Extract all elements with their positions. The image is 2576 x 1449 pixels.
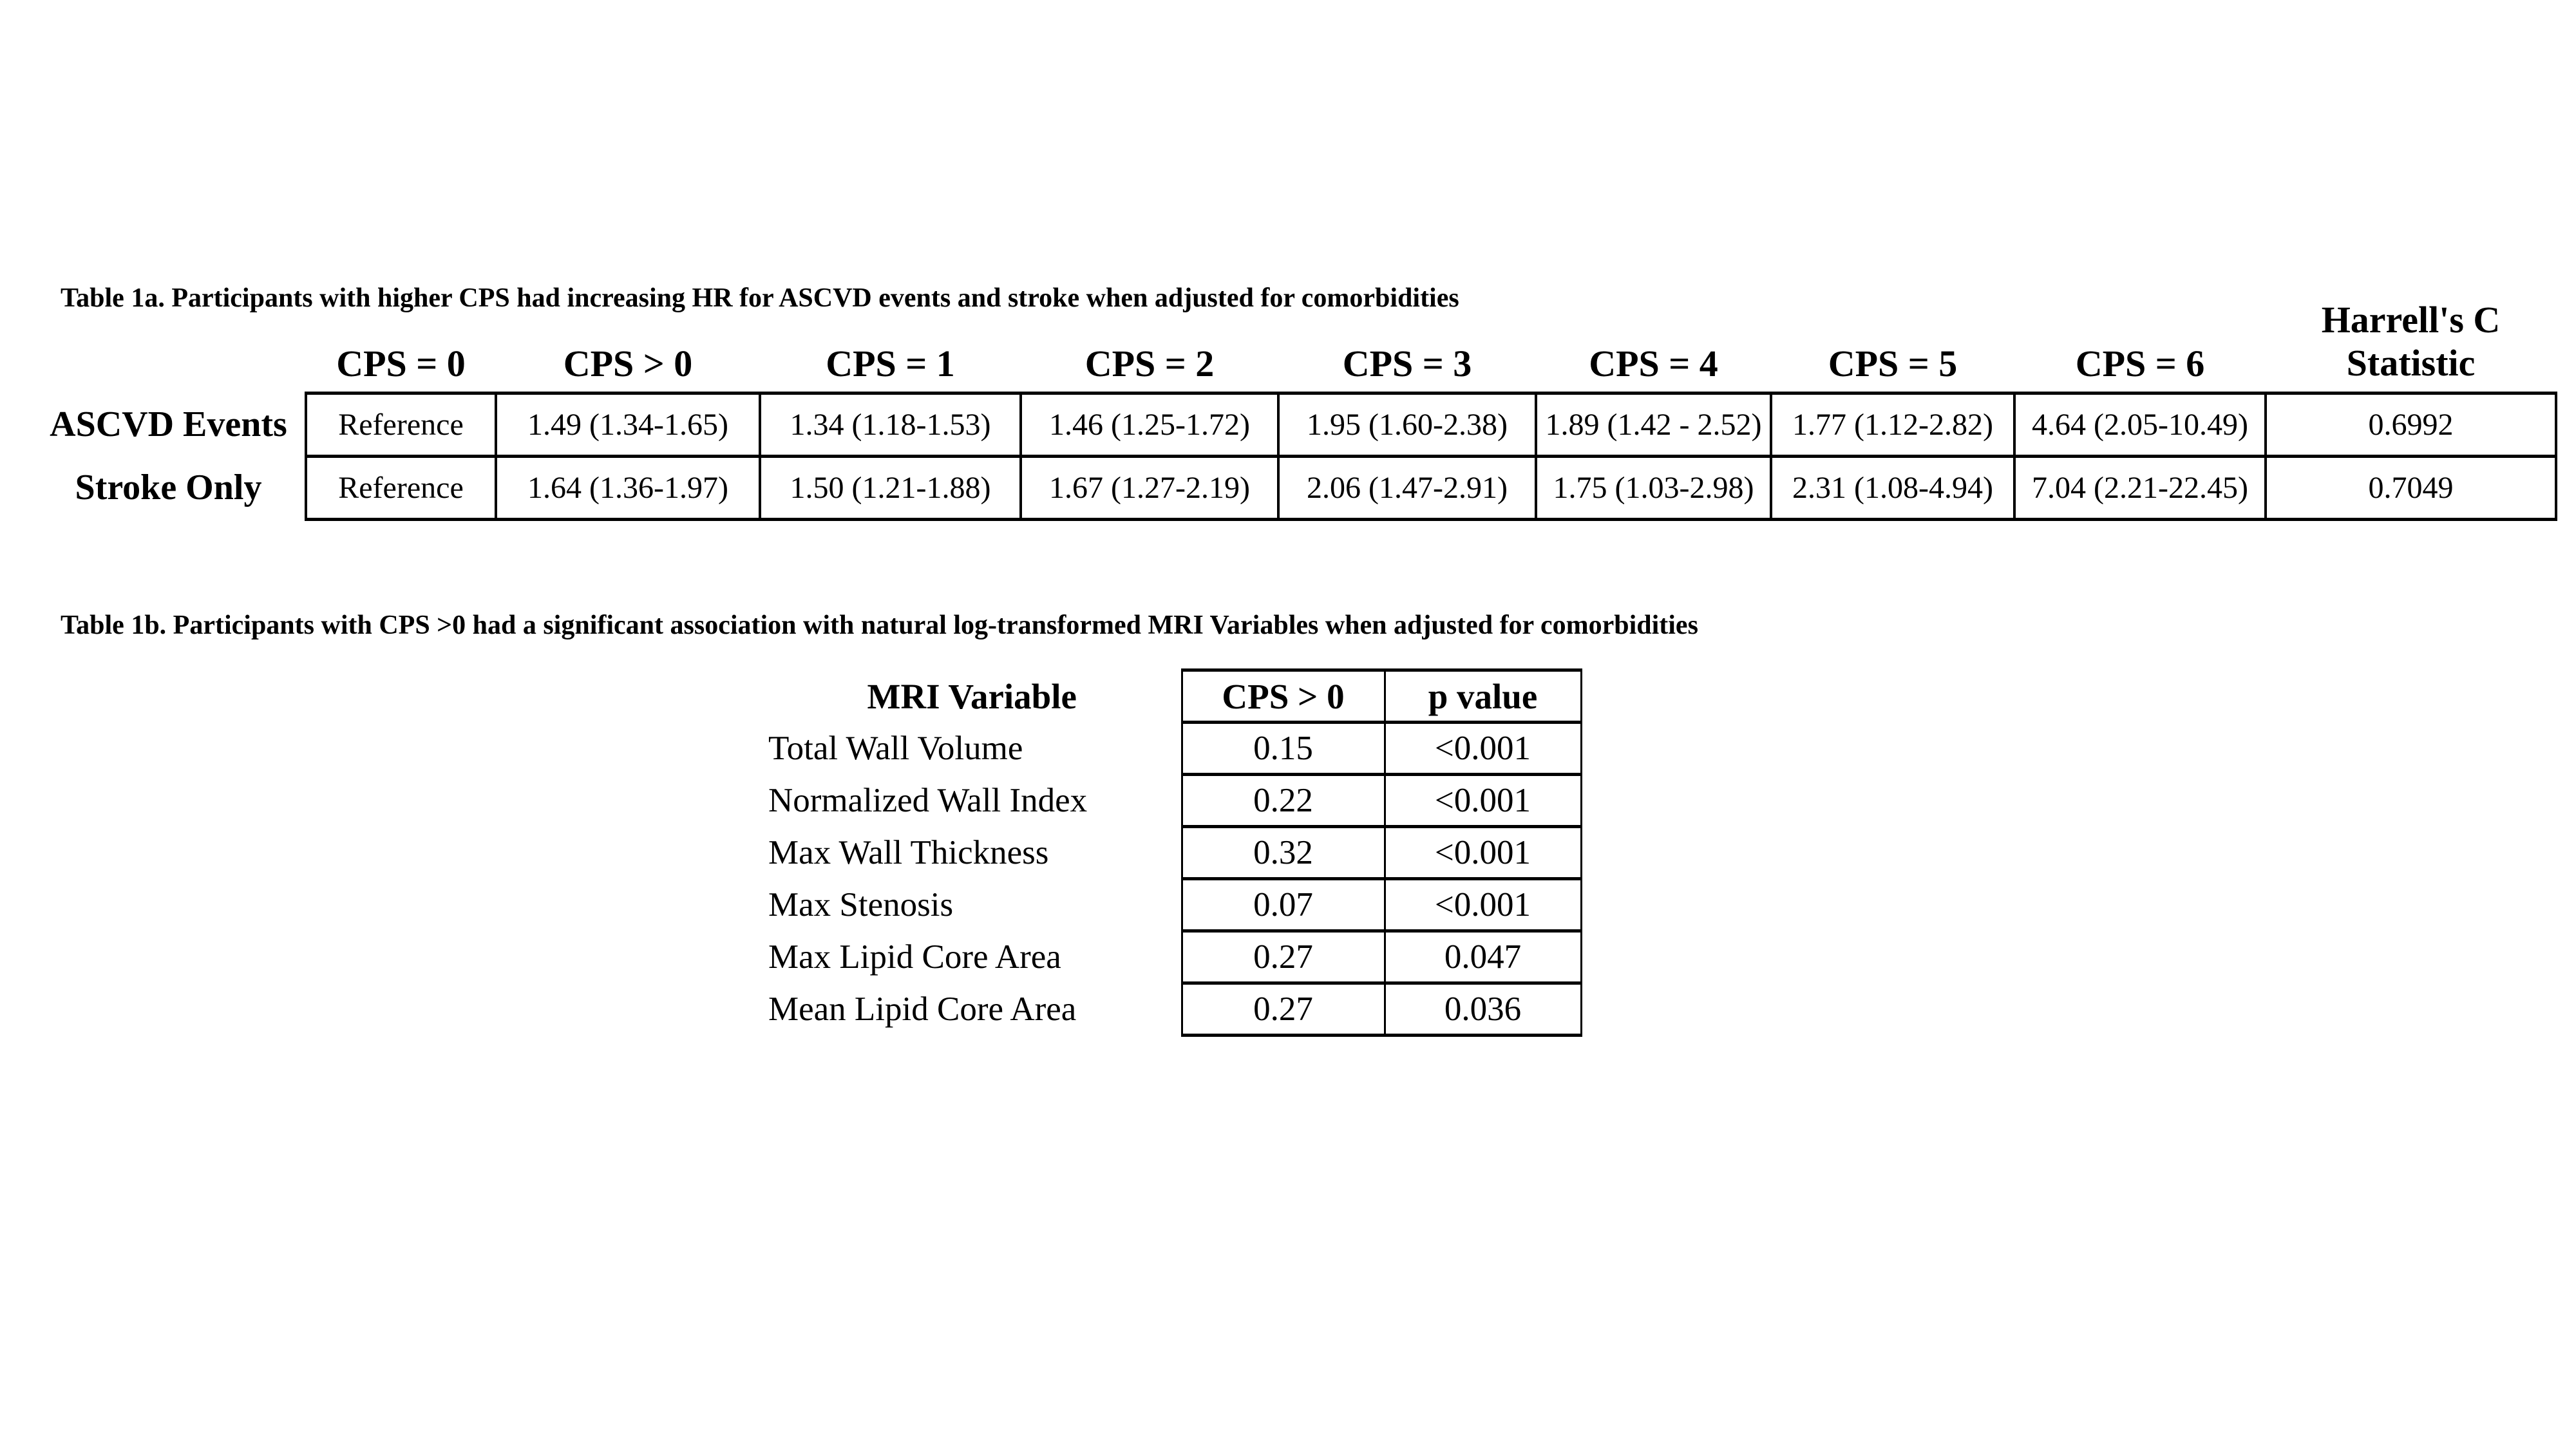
- table-1b-title: Table 1b. Participants with CPS >0 had a significant association with natural log-transformed MRI Variables when adjusted for comorbidities: [61, 611, 1698, 640]
- row-label: Mean Lipid Core Area: [768, 990, 1077, 1028]
- statistic-line: Statistic: [2346, 341, 2476, 384]
- table-cell-cps: 0.32: [1182, 827, 1385, 879]
- row-label-stroke-only: Stroke Only: [75, 468, 262, 507]
- column-header-cps-gt-0: CPS > 0: [563, 342, 693, 384]
- table-cell: 1.75 (1.03-2.98): [1536, 456, 1771, 519]
- table-row-normalized-wall-index: [763, 775, 1581, 827]
- table-1a-header-row: [32, 296, 2556, 393]
- table-1b-header-row: [763, 670, 1581, 723]
- table-row-total-wall-volume: [763, 723, 1581, 775]
- table-cell-p-value: 0.047: [1385, 931, 1581, 983]
- table-cell-c-statistic: 0.6992: [2266, 393, 2556, 456]
- table-cell: 1.67 (1.27-2.19): [1021, 456, 1278, 519]
- column-header-cps-gt-0: CPS > 0: [1182, 670, 1385, 723]
- table-cell: 1.34 (1.18-1.53): [760, 393, 1021, 456]
- column-header-cps-3: CPS = 3: [1342, 342, 1472, 384]
- table-row-max-stenosis: [763, 879, 1581, 931]
- column-header-cps-6: CPS = 6: [2075, 342, 2205, 384]
- table-1a-title: Table 1a. Participants with higher CPS had increasing HR for ASCVD events and stroke when adjusted for comorbidities: [61, 283, 1459, 313]
- table-cell-p-value: <0.001: [1385, 723, 1581, 775]
- table-row-max-lipid-core-area: [763, 931, 1581, 983]
- table-cell-p-value: <0.001: [1385, 827, 1581, 879]
- table-cell-p-value: 0.036: [1385, 983, 1581, 1036]
- table-row-ascvd-events: [32, 393, 2556, 456]
- table-cell: 1.49 (1.34-1.65): [496, 393, 760, 456]
- table-cell: 1.64 (1.36-1.97): [496, 456, 760, 519]
- row-label: Max Lipid Core Area: [768, 938, 1061, 976]
- table-row-stroke-only: [32, 456, 2556, 519]
- table-1b: [763, 668, 1582, 1037]
- column-header-cps-0: CPS = 0: [336, 342, 466, 384]
- table-cell: 1.89 (1.42 - 2.52): [1536, 393, 1771, 456]
- table-cell: 1.46 (1.25-1.72): [1021, 393, 1278, 456]
- row-label: Max Wall Thickness: [768, 834, 1049, 871]
- table-row-mean-lipid-core-area: [763, 983, 1581, 1036]
- table-cell-c-statistic: 0.7049: [2266, 456, 2556, 519]
- table-cell-cps: 0.22: [1182, 775, 1385, 827]
- column-header-mri-variable: MRI Variable: [867, 676, 1077, 716]
- table-cell-p-value: <0.001: [1385, 879, 1581, 931]
- column-header-cps-4: CPS = 4: [1589, 342, 1718, 384]
- table-cell-cps: 0.15: [1182, 723, 1385, 775]
- column-header-cps-5: CPS = 5: [1828, 342, 1958, 384]
- column-header-p-value: p value: [1385, 670, 1581, 723]
- harrells-c-line: Harrell's C: [2321, 299, 2501, 341]
- table-1a: [32, 296, 2557, 521]
- table-cell: 1.50 (1.21-1.88): [760, 456, 1021, 519]
- row-label: Total Wall Volume: [768, 730, 1023, 767]
- table-cell-p-value: <0.001: [1385, 775, 1581, 827]
- table-cell: 7.04 (2.21-22.45): [2014, 456, 2266, 519]
- table-cell: 2.06 (1.47-2.91): [1278, 456, 1536, 519]
- table-1a-corner-spacer: [32, 296, 306, 393]
- table-cell-cps: 0.27: [1182, 983, 1385, 1036]
- table-cell: Reference: [306, 456, 496, 519]
- column-header-cps-2: CPS = 2: [1084, 342, 1215, 384]
- column-header-harrells-c-statistic: [2266, 296, 2556, 393]
- table-cell-cps: 0.27: [1182, 931, 1385, 983]
- table-cell: 2.31 (1.08-4.94): [1771, 456, 2014, 519]
- table-cell: 1.95 (1.60-2.38): [1278, 393, 1536, 456]
- row-label: Normalized Wall Index: [768, 782, 1088, 819]
- row-label-ascvd-events: ASCVD Events: [50, 404, 287, 444]
- column-header-cps-1: CPS = 1: [826, 342, 955, 384]
- table-cell-cps: 0.07: [1182, 879, 1385, 931]
- table-cell: 1.77 (1.12-2.82): [1771, 393, 2014, 456]
- row-label: Max Stenosis: [768, 886, 954, 923]
- table-cell: 4.64 (2.05-10.49): [2014, 393, 2266, 456]
- table-cell: Reference: [306, 393, 496, 456]
- table-row-max-wall-thickness: [763, 827, 1581, 879]
